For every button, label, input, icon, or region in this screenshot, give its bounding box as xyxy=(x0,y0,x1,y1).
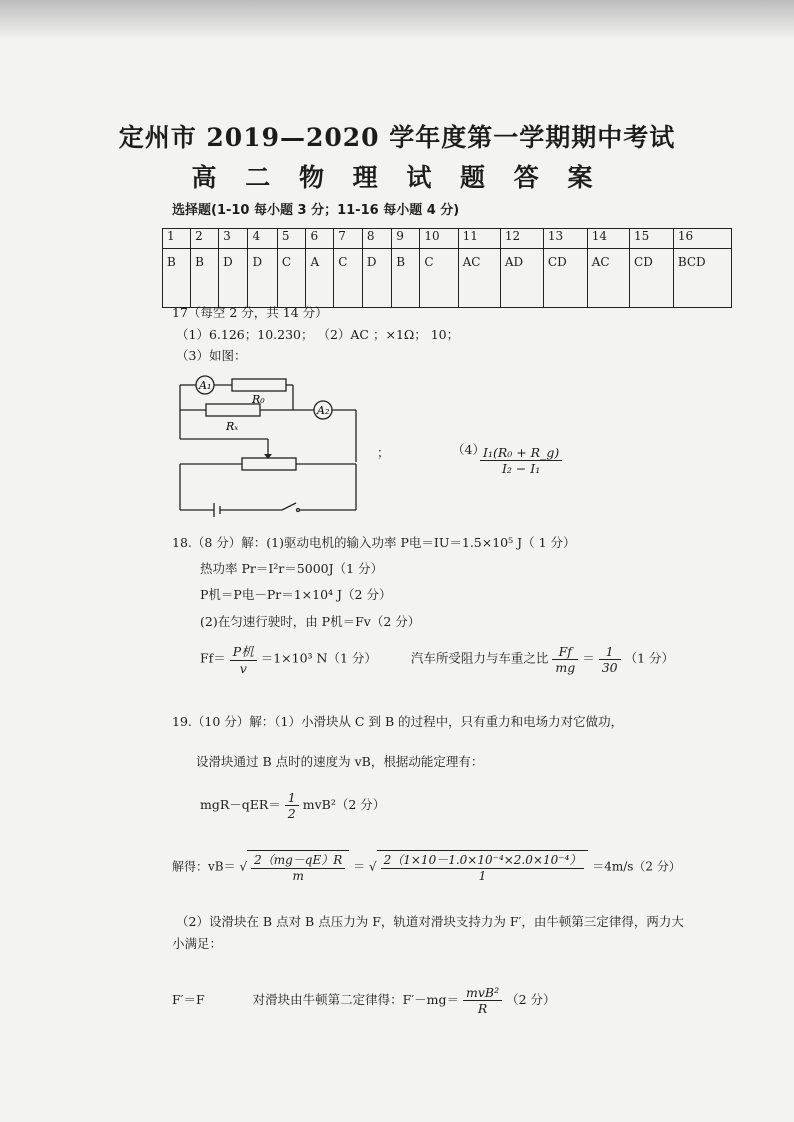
answer-table-answer-row xyxy=(163,249,732,308)
page-title: 定州市 2019—2020 学年度第一学期期中考试 xyxy=(118,123,676,152)
q18-frac1-num: P机 xyxy=(230,642,257,661)
q17-part4-fraction xyxy=(480,445,562,476)
q19-eq3-num: mvB² xyxy=(463,985,502,1001)
q19-eq2-left: 解得：vB＝ xyxy=(172,859,236,874)
question-number-cell: 5 xyxy=(277,229,306,249)
q19-eq2-equals: ＝ xyxy=(353,859,366,874)
q17-line1: （1）6.126；10.230； （2）AC ；×1Ω； 10； xyxy=(176,327,460,342)
q19-eq2-frac1 xyxy=(251,851,345,883)
q19-eq1-num: 1 xyxy=(285,790,299,806)
page-subtitle: 高 二 物 理 试 题 答 案 xyxy=(191,163,603,192)
question-number-cell: 12 xyxy=(500,229,543,249)
answer-cell: D xyxy=(248,249,277,308)
scan-shadow xyxy=(0,0,794,40)
q19-line3: （2）设滑块在 B 点对 B 点压力为 F，轨道对滑块支持力为 F′，由牛顿第三定律得，两力大 xyxy=(176,914,684,929)
answer-table xyxy=(162,228,732,308)
answer-cell: AD xyxy=(500,249,543,308)
answer-cell: CD xyxy=(543,249,587,308)
circuit-diagram xyxy=(170,365,375,525)
resistor-r0 xyxy=(232,379,286,391)
q19-eq1-left: mgR－qER＝ xyxy=(200,797,281,812)
r0-label: R₀ xyxy=(252,393,265,406)
q19-eq1-right: mvB²（2 分） xyxy=(302,797,386,812)
q19-eq2-frac2 xyxy=(381,851,585,883)
question-number-cell: 13 xyxy=(543,229,587,249)
q18-frac2-den: mg xyxy=(555,659,576,675)
q19-eq2-den1: m xyxy=(292,869,304,883)
q18-line2: 热功率 Pr＝I²r＝5000J（1 分） xyxy=(200,561,384,576)
q19-eq2: 解得：vB＝ √ $\frac{2(mg-qE)R}{m}$ ＝ √ $\frac{\text{2（1×10－1.0×10⁻⁴×2.0×10⁻⁴）}}{1}$ ＝4m/s（2 分） xyxy=(172,850,681,883)
q17-part4-denominator: I₂ − I₁ xyxy=(501,461,541,476)
q19-eq3-fraction xyxy=(463,985,502,1016)
answer-cell: AC xyxy=(458,249,500,308)
question-number-cell: 15 xyxy=(630,229,674,249)
question-number-cell: 16 xyxy=(673,229,731,249)
q18-line3: P机＝P电－Pr＝1×10⁴ J（2 分） xyxy=(200,587,392,602)
a2-label: A₂ xyxy=(317,404,330,417)
answer-cell: C xyxy=(334,249,363,308)
q19-line2: 设滑块通过 B 点时的速度为 vB，根据动能定理有： xyxy=(196,754,484,769)
q18-line1: 18.（8 分）解：(1)驱动电机的输入功率 P电＝IU＝1.5×10⁵ J（ 1 分） xyxy=(172,535,576,550)
answer-cell: C xyxy=(277,249,306,308)
q18-ff-label: Ff＝ xyxy=(200,650,226,666)
answer-cell: AC xyxy=(587,249,629,308)
q19-eq2-num1: 2（mg－qE）R xyxy=(251,851,345,869)
answer-cell: C xyxy=(420,249,458,308)
q19-eq1 xyxy=(200,790,385,821)
q19-line4: 小满足： xyxy=(172,936,223,951)
q18-ff-value: ＝1×10³ N（1 分） xyxy=(260,650,377,666)
section-note: 选择题(1-10 每小题 3 分；11-16 每小题 4 分) xyxy=(172,203,460,218)
answer-cell: B xyxy=(163,249,191,308)
q18-frac2-num: Ff xyxy=(552,644,578,660)
q19-eq3 xyxy=(172,985,556,1016)
q19-line1: 19.（10 分）解：（1）小滑块从 C 到 B 的过程中，只有重力和电场力对它做功， xyxy=(172,714,624,729)
q19-eq2-num2: 2（1×10－1.0×10⁻⁴×2.0×10⁻⁴） xyxy=(381,851,585,869)
question-number-cell: 11 xyxy=(458,229,500,249)
q18-line4: (2)在匀速行驶时，由 P机＝Fv（2 分） xyxy=(200,614,421,629)
q19-eq1-fraction xyxy=(285,790,299,821)
q19-eq1-den: 2 xyxy=(287,806,296,821)
question-number-cell: 1 xyxy=(163,229,191,249)
q19-eq3-left: F′＝F xyxy=(172,992,205,1007)
answer-cell: CD xyxy=(630,249,674,308)
answer-cell: B xyxy=(191,249,219,308)
q18-equals: ＝ xyxy=(582,650,595,666)
question-number-cell: 14 xyxy=(587,229,629,249)
q18-frac1-den: v xyxy=(239,661,247,676)
rheostat xyxy=(242,458,296,470)
q18-ratio-text: 汽车所受阻力与车重之比 xyxy=(410,650,549,666)
q17-semicolon: ； xyxy=(377,445,390,460)
q17-part4-label: （4） xyxy=(452,442,485,457)
q18-frac3-num: 1 xyxy=(599,644,621,660)
q18-fraction-ff-mg xyxy=(552,644,578,675)
q17-header: 17（每空 2 分，共 14 分） xyxy=(172,305,328,320)
question-number-cell: 9 xyxy=(392,229,420,249)
answer-table-number-row xyxy=(163,229,732,249)
q19-eq2-den2: 1 xyxy=(478,869,487,883)
question-number-cell: 2 xyxy=(191,229,219,249)
question-number-cell: 4 xyxy=(248,229,277,249)
q18-line5 xyxy=(200,642,674,676)
q19-eq3-den: R xyxy=(477,1001,488,1016)
answer-cell: D xyxy=(362,249,391,308)
question-number-cell: 3 xyxy=(219,229,248,249)
q18-fraction-p-v xyxy=(230,642,257,676)
answer-cell: A xyxy=(306,249,334,308)
rx-label: Rₓ xyxy=(226,420,239,433)
answer-cell: D xyxy=(219,249,248,308)
q17-line2: （3）如图： xyxy=(176,348,247,363)
answer-cell: BCD xyxy=(673,249,731,308)
q18-fraction-1-30 xyxy=(599,644,621,675)
q19-eq3-right: （2 分） xyxy=(506,992,556,1007)
q17-part4-numerator: I₁(R₀ + R_g) xyxy=(480,445,562,461)
q19-eq2-right: ＝4m/s（2 分） xyxy=(592,859,681,874)
a1-label: A₁ xyxy=(199,379,212,392)
question-number-cell: 6 xyxy=(306,229,334,249)
q19-eq3-mid: 对滑块由牛顿第二定律得：F′－mg＝ xyxy=(252,992,460,1007)
q18-score: （1 分） xyxy=(624,650,675,666)
question-number-cell: 8 xyxy=(362,229,391,249)
answer-cell: B xyxy=(392,249,420,308)
question-number-cell: 7 xyxy=(334,229,363,249)
q18-frac3-den: 30 xyxy=(601,659,618,675)
question-number-cell: 10 xyxy=(420,229,458,249)
